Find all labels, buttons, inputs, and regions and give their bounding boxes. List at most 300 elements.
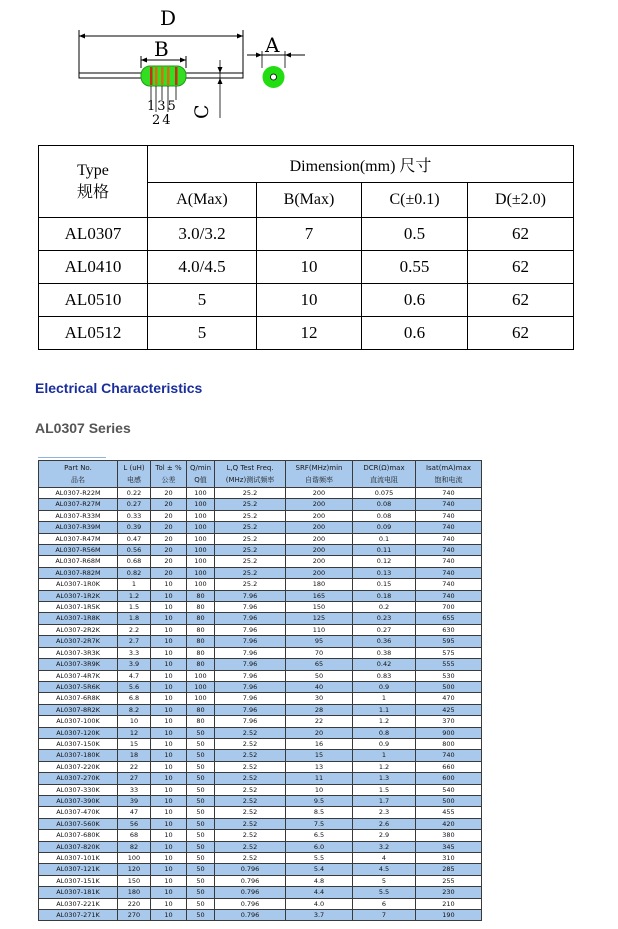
series-title: AL0307 Series bbox=[35, 420, 131, 436]
cell-tolerance: 10 bbox=[151, 795, 187, 806]
cell-isat: 470 bbox=[416, 693, 482, 704]
cell-inductance: 0.39 bbox=[118, 522, 151, 533]
dimension-table bbox=[38, 145, 574, 350]
table-row bbox=[39, 887, 482, 898]
cell-test-freq: 0.796 bbox=[215, 910, 286, 921]
label-a: A bbox=[265, 33, 280, 57]
header-q-min-cn: Q值 bbox=[194, 476, 207, 484]
c-arrow-top bbox=[218, 67, 223, 73]
cell-q-min: 50 bbox=[187, 910, 215, 921]
cell-tolerance: 10 bbox=[151, 910, 187, 921]
cell-isat: 740 bbox=[416, 533, 482, 544]
table-row bbox=[39, 727, 482, 738]
dim-a: 3.0/3.2 bbox=[148, 218, 257, 251]
cell-test-freq: 2.52 bbox=[215, 750, 286, 761]
cell-part-no: AL0307-6R8K bbox=[39, 693, 118, 704]
cell-dcr: 0.18 bbox=[353, 590, 416, 601]
cell-part-no: AL0307-2R7K bbox=[39, 636, 118, 647]
cell-tolerance: 10 bbox=[151, 659, 187, 670]
cell-test-freq: 25.2 bbox=[215, 579, 286, 590]
table-row bbox=[39, 773, 482, 784]
cell-dcr: 0.13 bbox=[353, 567, 416, 578]
cell-isat: 740 bbox=[416, 556, 482, 567]
header-q-min bbox=[187, 461, 215, 488]
header-isat bbox=[416, 461, 482, 488]
dim-type: AL0410 bbox=[39, 251, 148, 284]
cell-inductance: 0.82 bbox=[118, 567, 151, 578]
cell-test-freq: 7.96 bbox=[215, 716, 286, 727]
dim-row bbox=[39, 284, 574, 317]
table-row bbox=[39, 738, 482, 749]
cell-part-no: AL0307-151K bbox=[39, 875, 118, 886]
cell-inductance: 5.6 bbox=[118, 681, 151, 692]
header-tolerance-cn: 公差 bbox=[161, 476, 176, 484]
dim-c: 0.6 bbox=[362, 317, 468, 350]
type-label-cn: 规格 bbox=[76, 183, 109, 201]
cell-dcr: 0.9 bbox=[353, 738, 416, 749]
cell-tolerance: 10 bbox=[151, 579, 187, 590]
cell-isat: 530 bbox=[416, 670, 482, 681]
cell-isat: 740 bbox=[416, 590, 482, 601]
cell-part-no: AL0307-120K bbox=[39, 727, 118, 738]
cell-inductance: 39 bbox=[118, 795, 151, 806]
dim-type: AL0512 bbox=[39, 317, 148, 350]
cell-dcr: 0.9 bbox=[353, 681, 416, 692]
cell-q-min: 100 bbox=[187, 670, 215, 681]
cell-part-no: AL0307-180K bbox=[39, 750, 118, 761]
cell-inductance: 3.9 bbox=[118, 659, 151, 670]
cell-srf: 7.5 bbox=[286, 818, 353, 829]
cell-q-min: 50 bbox=[187, 761, 215, 772]
band-numbers-top: 135 bbox=[147, 99, 178, 114]
cell-inductance: 8.2 bbox=[118, 704, 151, 715]
cell-inductance: 0.22 bbox=[118, 488, 151, 499]
color-band-2 bbox=[155, 67, 158, 85]
cell-srf: 180 bbox=[286, 579, 353, 590]
dim-d: 62 bbox=[468, 218, 574, 251]
cell-test-freq: 25.2 bbox=[215, 488, 286, 499]
cell-inductance: 22 bbox=[118, 761, 151, 772]
cell-part-no: AL0307-8R2K bbox=[39, 704, 118, 715]
table-row bbox=[39, 716, 482, 727]
band-numbers-bottom: 24 bbox=[152, 113, 173, 128]
cell-dcr: 4.5 bbox=[353, 864, 416, 875]
cell-part-no: AL0307-121K bbox=[39, 864, 118, 875]
cell-inductance: 4.7 bbox=[118, 670, 151, 681]
header-isat-en: Isat(mA)max bbox=[425, 464, 472, 472]
header-inductance-cn: 电感 bbox=[127, 476, 141, 484]
table-row bbox=[39, 807, 482, 818]
header-inductance-en: L (uH) bbox=[123, 464, 145, 472]
table-row bbox=[39, 750, 482, 761]
cell-q-min: 50 bbox=[187, 830, 215, 841]
cell-dcr: 0.23 bbox=[353, 613, 416, 624]
cell-srf: 3.7 bbox=[286, 910, 353, 921]
cell-isat: 600 bbox=[416, 773, 482, 784]
cell-tolerance: 20 bbox=[151, 488, 187, 499]
cell-tolerance: 20 bbox=[151, 567, 187, 578]
dim-row bbox=[39, 317, 574, 350]
table-row bbox=[39, 875, 482, 886]
table-row bbox=[39, 659, 482, 670]
table-row bbox=[39, 522, 482, 533]
header-dcr-en: DCR(Ω)max bbox=[363, 464, 405, 472]
cell-srf: 65 bbox=[286, 659, 353, 670]
cell-tolerance: 10 bbox=[151, 864, 187, 875]
cell-inductance: 1.2 bbox=[118, 590, 151, 601]
cell-isat: 630 bbox=[416, 624, 482, 635]
header-part-no bbox=[39, 461, 118, 488]
table-row bbox=[39, 693, 482, 704]
cell-tolerance: 10 bbox=[151, 602, 187, 613]
cell-tolerance: 10 bbox=[151, 647, 187, 658]
cell-srf: 6.0 bbox=[286, 841, 353, 852]
cell-test-freq: 7.96 bbox=[215, 613, 286, 624]
cell-tolerance: 10 bbox=[151, 841, 187, 852]
col-b-header: B(Max) bbox=[257, 183, 362, 218]
cell-part-no: AL0307-330K bbox=[39, 784, 118, 795]
cell-dcr: 4 bbox=[353, 853, 416, 864]
cell-q-min: 50 bbox=[187, 864, 215, 875]
cell-q-min: 80 bbox=[187, 704, 215, 715]
cell-q-min: 50 bbox=[187, 853, 215, 864]
cell-isat: 740 bbox=[416, 567, 482, 578]
cell-q-min: 100 bbox=[187, 567, 215, 578]
table-row bbox=[39, 647, 482, 658]
cell-tolerance: 10 bbox=[151, 761, 187, 772]
cell-isat: 425 bbox=[416, 704, 482, 715]
color-band-3 bbox=[161, 67, 164, 85]
cell-tolerance: 10 bbox=[151, 704, 187, 715]
cell-inductance: 0.33 bbox=[118, 510, 151, 521]
cell-inductance: 10 bbox=[118, 716, 151, 727]
cell-isat: 900 bbox=[416, 727, 482, 738]
b-arrow-right bbox=[180, 58, 186, 63]
label-c: C bbox=[191, 104, 213, 119]
cell-test-freq: 2.52 bbox=[215, 784, 286, 795]
cell-part-no: AL0307-2R2K bbox=[39, 624, 118, 635]
cell-tolerance: 20 bbox=[151, 499, 187, 510]
cell-srf: 20 bbox=[286, 727, 353, 738]
cell-srf: 200 bbox=[286, 488, 353, 499]
table-row bbox=[39, 624, 482, 635]
cell-inductance: 6.8 bbox=[118, 693, 151, 704]
cell-isat: 455 bbox=[416, 807, 482, 818]
cell-dcr: 0.38 bbox=[353, 647, 416, 658]
cell-tolerance: 10 bbox=[151, 727, 187, 738]
cell-dcr: 1.2 bbox=[353, 716, 416, 727]
cell-test-freq: 2.52 bbox=[215, 818, 286, 829]
c-arrow-bottom bbox=[218, 78, 223, 84]
cell-inductance: 270 bbox=[118, 910, 151, 921]
cell-tolerance: 20 bbox=[151, 522, 187, 533]
dim-a: 4.0/4.5 bbox=[148, 251, 257, 284]
cell-q-min: 100 bbox=[187, 488, 215, 499]
cell-isat: 740 bbox=[416, 522, 482, 533]
table-row bbox=[39, 545, 482, 556]
dim-row bbox=[39, 251, 574, 284]
label-b: B bbox=[154, 37, 169, 61]
cell-part-no: AL0307-271K bbox=[39, 910, 118, 921]
cell-isat: 420 bbox=[416, 818, 482, 829]
cell-isat: 660 bbox=[416, 761, 482, 772]
header-test-freq-en: L,Q Test Freq. bbox=[226, 464, 274, 472]
cell-srf: 125 bbox=[286, 613, 353, 624]
cell-test-freq: 7.96 bbox=[215, 659, 286, 670]
dim-c: 0.5 bbox=[362, 218, 468, 251]
cell-dcr: 5.5 bbox=[353, 887, 416, 898]
b-arrow-left bbox=[141, 58, 147, 63]
cell-isat: 370 bbox=[416, 716, 482, 727]
cell-inductance: 56 bbox=[118, 818, 151, 829]
cell-part-no: AL0307-5R6K bbox=[39, 681, 118, 692]
cell-test-freq: 2.52 bbox=[215, 738, 286, 749]
dim-a: 5 bbox=[148, 284, 257, 317]
header-inductance bbox=[118, 461, 151, 488]
cell-srf: 16 bbox=[286, 738, 353, 749]
cell-srf: 200 bbox=[286, 567, 353, 578]
table-row bbox=[39, 910, 482, 921]
cell-q-min: 50 bbox=[187, 750, 215, 761]
cell-srf: 200 bbox=[286, 522, 353, 533]
cell-dcr: 0.11 bbox=[353, 545, 416, 556]
cell-tolerance: 10 bbox=[151, 784, 187, 795]
cell-q-min: 80 bbox=[187, 647, 215, 658]
cell-q-min: 80 bbox=[187, 624, 215, 635]
cell-part-no: AL0307-1R8K bbox=[39, 613, 118, 624]
cell-dcr: 0.08 bbox=[353, 510, 416, 521]
cell-q-min: 100 bbox=[187, 556, 215, 567]
cell-inductance: 0.68 bbox=[118, 556, 151, 567]
col-c-header: C(±0.1) bbox=[362, 183, 468, 218]
color-band-1 bbox=[150, 67, 153, 85]
cell-dcr: 1.1 bbox=[353, 704, 416, 715]
cell-srf: 200 bbox=[286, 533, 353, 544]
cell-tolerance: 10 bbox=[151, 670, 187, 681]
cell-dcr: 1 bbox=[353, 693, 416, 704]
cell-srf: 70 bbox=[286, 647, 353, 658]
cell-dcr: 7 bbox=[353, 910, 416, 921]
cell-isat: 740 bbox=[416, 510, 482, 521]
cell-srf: 165 bbox=[286, 590, 353, 601]
cell-test-freq: 2.52 bbox=[215, 830, 286, 841]
cell-isat: 310 bbox=[416, 853, 482, 864]
cell-inductance: 1 bbox=[118, 579, 151, 590]
cell-part-no: AL0307-R33M bbox=[39, 510, 118, 521]
cell-srf: 40 bbox=[286, 681, 353, 692]
cell-q-min: 50 bbox=[187, 898, 215, 909]
cell-q-min: 100 bbox=[187, 522, 215, 533]
table-row bbox=[39, 510, 482, 521]
cell-dcr: 1 bbox=[353, 750, 416, 761]
cell-dcr: 0.09 bbox=[353, 522, 416, 533]
cell-inductance: 150 bbox=[118, 875, 151, 886]
cell-test-freq: 2.52 bbox=[215, 727, 286, 738]
dim-type: AL0307 bbox=[39, 218, 148, 251]
dim-type: AL0510 bbox=[39, 284, 148, 317]
table-row bbox=[39, 784, 482, 795]
cell-tolerance: 10 bbox=[151, 636, 187, 647]
cell-inductance: 180 bbox=[118, 887, 151, 898]
cell-dcr: 0.83 bbox=[353, 670, 416, 681]
cell-part-no: AL0307-221K bbox=[39, 898, 118, 909]
cell-dcr: 1.5 bbox=[353, 784, 416, 795]
cell-part-no: AL0307-100K bbox=[39, 716, 118, 727]
cell-isat: 230 bbox=[416, 887, 482, 898]
cell-test-freq: 7.96 bbox=[215, 602, 286, 613]
cell-dcr: 0.075 bbox=[353, 488, 416, 499]
cell-part-no: AL0307-680K bbox=[39, 830, 118, 841]
cell-dcr: 1.7 bbox=[353, 795, 416, 806]
cell-part-no: AL0307-R27M bbox=[39, 499, 118, 510]
cell-inductance: 2.7 bbox=[118, 636, 151, 647]
cell-srf: 15 bbox=[286, 750, 353, 761]
cell-isat: 500 bbox=[416, 681, 482, 692]
cell-srf: 200 bbox=[286, 499, 353, 510]
table-row bbox=[39, 590, 482, 601]
cell-part-no: AL0307-220K bbox=[39, 761, 118, 772]
cell-inductance: 100 bbox=[118, 853, 151, 864]
cell-test-freq: 25.2 bbox=[215, 510, 286, 521]
header-test-freq bbox=[215, 461, 286, 488]
table-row bbox=[39, 841, 482, 852]
cell-part-no: AL0307-181K bbox=[39, 887, 118, 898]
cell-q-min: 80 bbox=[187, 659, 215, 670]
cell-inductance: 3.3 bbox=[118, 647, 151, 658]
cell-q-min: 80 bbox=[187, 636, 215, 647]
cell-q-min: 100 bbox=[187, 681, 215, 692]
cell-inductance: 1.8 bbox=[118, 613, 151, 624]
table-row bbox=[39, 761, 482, 772]
header-srf-en: SRF(MHz)min bbox=[295, 464, 343, 472]
cell-tolerance: 10 bbox=[151, 590, 187, 601]
table-row bbox=[39, 499, 482, 510]
cell-dcr: 0.8 bbox=[353, 727, 416, 738]
cell-inductance: 47 bbox=[118, 807, 151, 818]
col-d-header: D(±2.0) bbox=[468, 183, 574, 218]
cell-isat: 345 bbox=[416, 841, 482, 852]
cell-part-no: AL0307-560K bbox=[39, 818, 118, 829]
lead-end-view bbox=[271, 74, 277, 80]
cell-part-no: AL0307-1R0K bbox=[39, 579, 118, 590]
cell-tolerance: 10 bbox=[151, 624, 187, 635]
cell-srf: 28 bbox=[286, 704, 353, 715]
cell-test-freq: 7.96 bbox=[215, 647, 286, 658]
cell-inductance: 68 bbox=[118, 830, 151, 841]
cell-tolerance: 10 bbox=[151, 681, 187, 692]
cell-tolerance: 10 bbox=[151, 716, 187, 727]
label-d: D bbox=[160, 6, 177, 30]
col-a-header: A(Max) bbox=[148, 183, 257, 218]
header-part-no-en: Part No. bbox=[64, 464, 92, 472]
cell-isat: 500 bbox=[416, 795, 482, 806]
cell-test-freq: 0.796 bbox=[215, 875, 286, 886]
cell-test-freq: 2.52 bbox=[215, 773, 286, 784]
table-row bbox=[39, 795, 482, 806]
cell-test-freq: 25.2 bbox=[215, 567, 286, 578]
dim-b: 10 bbox=[257, 251, 362, 284]
table-header-row bbox=[39, 461, 482, 488]
cell-dcr: 0.08 bbox=[353, 499, 416, 510]
dim-b: 10 bbox=[257, 284, 362, 317]
cell-isat: 255 bbox=[416, 875, 482, 886]
cell-tolerance: 20 bbox=[151, 510, 187, 521]
cell-dcr: 0.42 bbox=[353, 659, 416, 670]
header-isat-cn: 饱和电流 bbox=[434, 476, 463, 484]
cell-dcr: 0.27 bbox=[353, 624, 416, 635]
cell-srf: 110 bbox=[286, 624, 353, 635]
cell-dcr: 6 bbox=[353, 898, 416, 909]
header-part-no-cn: 品名 bbox=[71, 476, 85, 484]
cell-tolerance: 10 bbox=[151, 773, 187, 784]
cell-srf: 5.4 bbox=[286, 864, 353, 875]
cell-q-min: 100 bbox=[187, 693, 215, 704]
header-test-freq-cn: (MHz)测试频率 bbox=[225, 476, 275, 484]
cell-part-no: AL0307-1R5K bbox=[39, 602, 118, 613]
cell-srf: 22 bbox=[286, 716, 353, 727]
type-label-en: Type bbox=[77, 161, 109, 179]
cell-srf: 50 bbox=[286, 670, 353, 681]
cell-inductance: 0.27 bbox=[118, 499, 151, 510]
cell-inductance: 120 bbox=[118, 864, 151, 875]
color-band-5 bbox=[175, 67, 178, 85]
cell-dcr: 2.3 bbox=[353, 807, 416, 818]
cell-inductance: 1.5 bbox=[118, 602, 151, 613]
header-tolerance-en: Tol ± % bbox=[155, 464, 182, 472]
cell-q-min: 80 bbox=[187, 602, 215, 613]
cell-inductance: 18 bbox=[118, 750, 151, 761]
cell-test-freq: 2.52 bbox=[215, 807, 286, 818]
table-row bbox=[39, 898, 482, 909]
electrical-characteristics-table bbox=[38, 460, 482, 921]
dim-row bbox=[39, 218, 574, 251]
cell-srf: 200 bbox=[286, 510, 353, 521]
dim-b: 12 bbox=[257, 317, 362, 350]
cell-test-freq: 0.796 bbox=[215, 864, 286, 875]
cell-srf: 10 bbox=[286, 784, 353, 795]
d-arrow-left bbox=[79, 34, 85, 39]
cell-q-min: 50 bbox=[187, 738, 215, 749]
cell-part-no: AL0307-150K bbox=[39, 738, 118, 749]
cell-test-freq: 25.2 bbox=[215, 533, 286, 544]
cell-tolerance: 10 bbox=[151, 853, 187, 864]
cell-dcr: 2.9 bbox=[353, 830, 416, 841]
cell-inductance: 33 bbox=[118, 784, 151, 795]
cell-isat: 740 bbox=[416, 579, 482, 590]
cell-srf: 5.5 bbox=[286, 853, 353, 864]
cell-srf: 11 bbox=[286, 773, 353, 784]
cell-part-no: AL0307-470K bbox=[39, 807, 118, 818]
cell-q-min: 50 bbox=[187, 841, 215, 852]
cell-dcr: 2.6 bbox=[353, 818, 416, 829]
table-row bbox=[39, 818, 482, 829]
cell-q-min: 80 bbox=[187, 613, 215, 624]
cell-test-freq: 7.96 bbox=[215, 624, 286, 635]
cell-test-freq: 7.96 bbox=[215, 693, 286, 704]
cell-srf: 95 bbox=[286, 636, 353, 647]
cell-part-no: AL0307-R68M bbox=[39, 556, 118, 567]
dim-c: 0.55 bbox=[362, 251, 468, 284]
cell-test-freq: 7.96 bbox=[215, 670, 286, 681]
cell-q-min: 100 bbox=[187, 545, 215, 556]
cell-test-freq: 25.2 bbox=[215, 545, 286, 556]
dim-d: 62 bbox=[468, 251, 574, 284]
a-arrow-left bbox=[256, 53, 262, 58]
header-srf bbox=[286, 461, 353, 488]
table-row bbox=[39, 613, 482, 624]
cell-tolerance: 10 bbox=[151, 830, 187, 841]
cell-isat: 555 bbox=[416, 659, 482, 670]
